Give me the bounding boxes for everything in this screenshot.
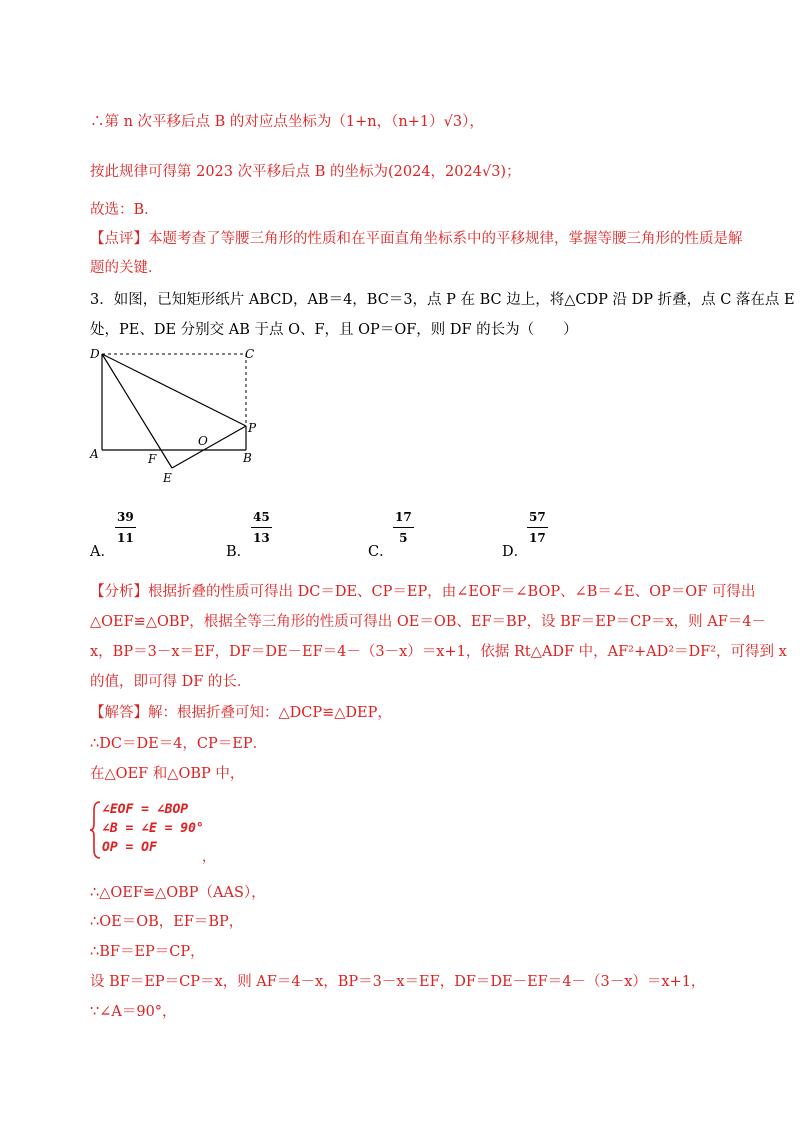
- solution-line-8: ∵∠A＝90°，: [90, 1004, 177, 1020]
- text-line-5: 题的关键．: [90, 260, 163, 276]
- equation-line-1: ∠EOF = ∠BOP: [102, 802, 189, 817]
- solution-text: 解：根据折叠可知：△DCP≌△DEP，: [148, 705, 392, 721]
- label-d: D: [90, 347, 100, 361]
- label-e: E: [163, 471, 172, 485]
- analysis-text: 根据折叠的性质可得出 DC＝DE、CP＝EP，由∠EOF＝∠BOP、∠B＝∠E、OP＝OF 可得出: [148, 584, 756, 600]
- text-line-3: 故选：B．: [90, 202, 159, 218]
- analysis-line-2: △OEF≌△OBP，根据全等三角形的性质可得出 OE＝OB、EF＝BP，设 BF＝EP＝CP＝x，则 AF＝4－: [90, 614, 767, 630]
- solution-line-2: ∴DC＝DE＝4，CP＝EP．: [90, 736, 268, 752]
- option-a-letter: A．: [90, 544, 115, 560]
- equation-line-3: OP = OF: [102, 840, 157, 855]
- option-d-letter: D．: [502, 544, 529, 560]
- label-c: C: [245, 347, 255, 361]
- option-b-fraction: 45 13: [253, 510, 270, 545]
- analysis-line-4: 的值，即可得 DF 的长．: [90, 674, 252, 690]
- solution-line-7: 设 BF＝EP＝CP＝x，则 AF＝4－x，BP＝3－x＝EF，DF＝DE－EF＝4－（3－x）＝x+1，: [90, 974, 706, 990]
- option-b-letter: B．: [226, 544, 252, 560]
- text-line-1: ∴第 n 次平移后点 B 的对应点坐标为（1+n，（n+1）√3），: [90, 114, 484, 130]
- question-line-2: 处，PE、DE 分别交 AB 于点 O、F，且 OP＝OF，则 DF 的长为（ ）: [90, 322, 578, 338]
- label-p: P: [248, 421, 257, 435]
- comment-label: 【点评】: [90, 231, 148, 247]
- equation-line-2: ∠B = ∠E = 90°: [102, 821, 204, 836]
- label-o: O: [198, 434, 208, 448]
- geometry-figure: [88, 342, 278, 492]
- answer-options: [90, 508, 730, 558]
- left-brace-icon: [90, 800, 102, 860]
- equation-trail: ，: [202, 850, 216, 865]
- solution-line-5: ∴OE＝OB，EF＝BP，: [90, 914, 244, 930]
- label-a: A: [90, 447, 99, 461]
- option-d-fraction: 57 17: [529, 510, 546, 545]
- solution-line-1: [90, 703, 740, 723]
- option-a-fraction: 39 11: [117, 510, 134, 545]
- equation-system: [90, 800, 290, 865]
- text-line-4: [90, 229, 743, 249]
- solution-line-4: ∴△OEF≌△OBP（AAS），: [90, 885, 266, 901]
- question-line-1: 3．如图，已知矩形纸片 ABCD，AB＝4，BC＝3，点 P 在 BC 边上，将△CDP 沿 DP 折叠，点 C 落在点 E: [90, 292, 795, 308]
- solution-line-6: ∴BF＝EP＝CP，: [90, 944, 205, 960]
- line-ep: [172, 426, 246, 468]
- text-line-2: 按此规律可得第 2023 次平移后点 B 的坐标为(2024，2024√3)；: [90, 164, 521, 180]
- solution-line-3: 在△OEF 和△OBP 中，: [90, 766, 245, 782]
- comment-text: 本题考查了等腰三角形的性质和在平面直角坐标系中的平移规律，掌握等腰三角形的性质是解: [148, 231, 743, 247]
- solution-label: 【解答】: [90, 705, 148, 721]
- option-c-fraction: 17 5: [395, 510, 412, 545]
- option-c-letter: C．: [368, 544, 394, 560]
- analysis-line-3: x，BP＝3－x＝EF，DF＝DE－EF＝4－（3－x）＝x+1，依据 Rt△ADF 中，AF²+AD²＝DF²，可得到 x: [90, 644, 787, 660]
- label-b: B: [243, 451, 252, 465]
- analysis-line-1: [90, 582, 756, 602]
- label-f: F: [148, 452, 157, 466]
- analysis-label: 【分析】: [90, 584, 148, 600]
